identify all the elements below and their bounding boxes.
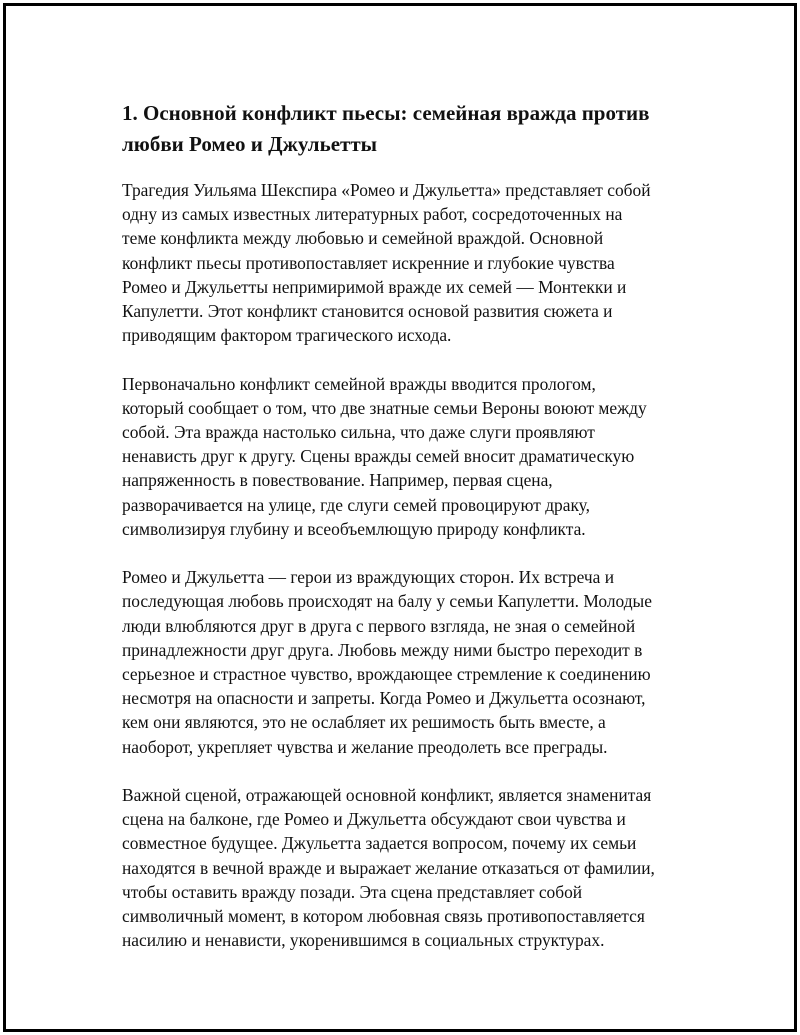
- paragraph: [122, 565, 702, 759]
- heading-line: любви Ромео и Джульетты: [122, 132, 378, 156]
- page-frame: [3, 3, 797, 1032]
- paragraph-line: напряженность в повествование. Например, первая сцена,: [122, 470, 553, 491]
- paragraph-line: принадлежности друг друга. Любовь между ними быстро переходит в: [122, 639, 643, 660]
- paragraph-line: сцена на балконе, где Ромео и Джульетта обсуждают свои чувства и: [122, 809, 626, 830]
- paragraph-line: насилию и ненависти, укоренившимся в социальных структурах.: [122, 930, 605, 951]
- paragraph-line: ненависть друг к другу. Сцены вражды семей вносит драматическую: [122, 446, 635, 467]
- paragraph-line: Капулетти. Этот конфликт становится основой развития сюжета и: [122, 301, 613, 322]
- paragraph: [122, 372, 702, 541]
- paragraph: [122, 178, 702, 347]
- paragraph-line: находятся в вечной вражде и выражает желание отказаться от фамилии,: [122, 857, 655, 878]
- paragraph: [122, 783, 702, 952]
- paragraph-line: собой. Эта вражда настолько сильна, что даже слуги проявляют: [122, 422, 595, 443]
- paragraph-line: одну из самых известных литературных работ, сосредоточенных на: [122, 204, 623, 225]
- paragraph-line: который сообщает о том, что две знатные семьи Вероны воюют между: [122, 397, 647, 418]
- heading-line: 1. Основной конфликт пьесы: семейная вражда против: [122, 101, 650, 125]
- paragraph-line: люди влюбляются друг в друга с первого взгляда, не зная о семейной: [122, 615, 636, 636]
- document-body: [122, 98, 702, 977]
- paragraph-line: чтобы оставить вражду позади. Эта сцена представляет собой: [122, 881, 583, 902]
- paragraph-line: кем они являются, это не ослабляет их решимость быть вместе, а: [122, 712, 606, 733]
- paragraph-line: серьезное и страстное чувство, врождающее стремление к соединению: [122, 664, 651, 685]
- paragraph-line: символизируя глубину и всеобъемлющую природу конфликта.: [122, 518, 586, 539]
- paragraph-line: символичный момент, в котором любовная связь противопоставляется: [122, 906, 645, 927]
- paragraph-line: Первоначально конфликт семейной вражды вводится прологом,: [122, 373, 596, 394]
- paragraph-line: теме конфликта между любовью и семейной враждой. Основной: [122, 228, 604, 249]
- paragraph-line: разворачивается на улице, где слуги семей провоцируют драку,: [122, 494, 590, 515]
- paragraph-line: Ромео и Джульетты непримиримой вражде их семей — Монтекки и: [122, 276, 627, 297]
- paragraph-line: несмотря на опасности и запреты. Когда Ромео и Джульетта осознают,: [122, 688, 646, 709]
- section-heading: [122, 98, 702, 160]
- paragraph-line: Важной сценой, отражающей основной конфликт, является знаменитая: [122, 785, 652, 806]
- paragraph-line: Ромео и Джульетта — герои из враждующих сторон. Их встреча и: [122, 567, 615, 588]
- paragraph-line: приводящим фактором трагического исхода.: [122, 325, 452, 346]
- paragraph-line: последующая любовь происходят на балу у семьи Капулетти. Молодые: [122, 591, 652, 612]
- paragraph-line: наоборот, укрепляет чувства и желание преодолеть все преграды.: [122, 736, 608, 757]
- paragraph-line: конфликт пьесы противопоставляет искренние и глубокие чувства: [122, 252, 615, 273]
- paragraph-line: Трагедия Уильяма Шекспира «Ромео и Джульетта» представляет собой: [122, 180, 651, 200]
- paragraph-line: совместное будущее. Джульетта задается вопросом, почему их семьи: [122, 833, 637, 854]
